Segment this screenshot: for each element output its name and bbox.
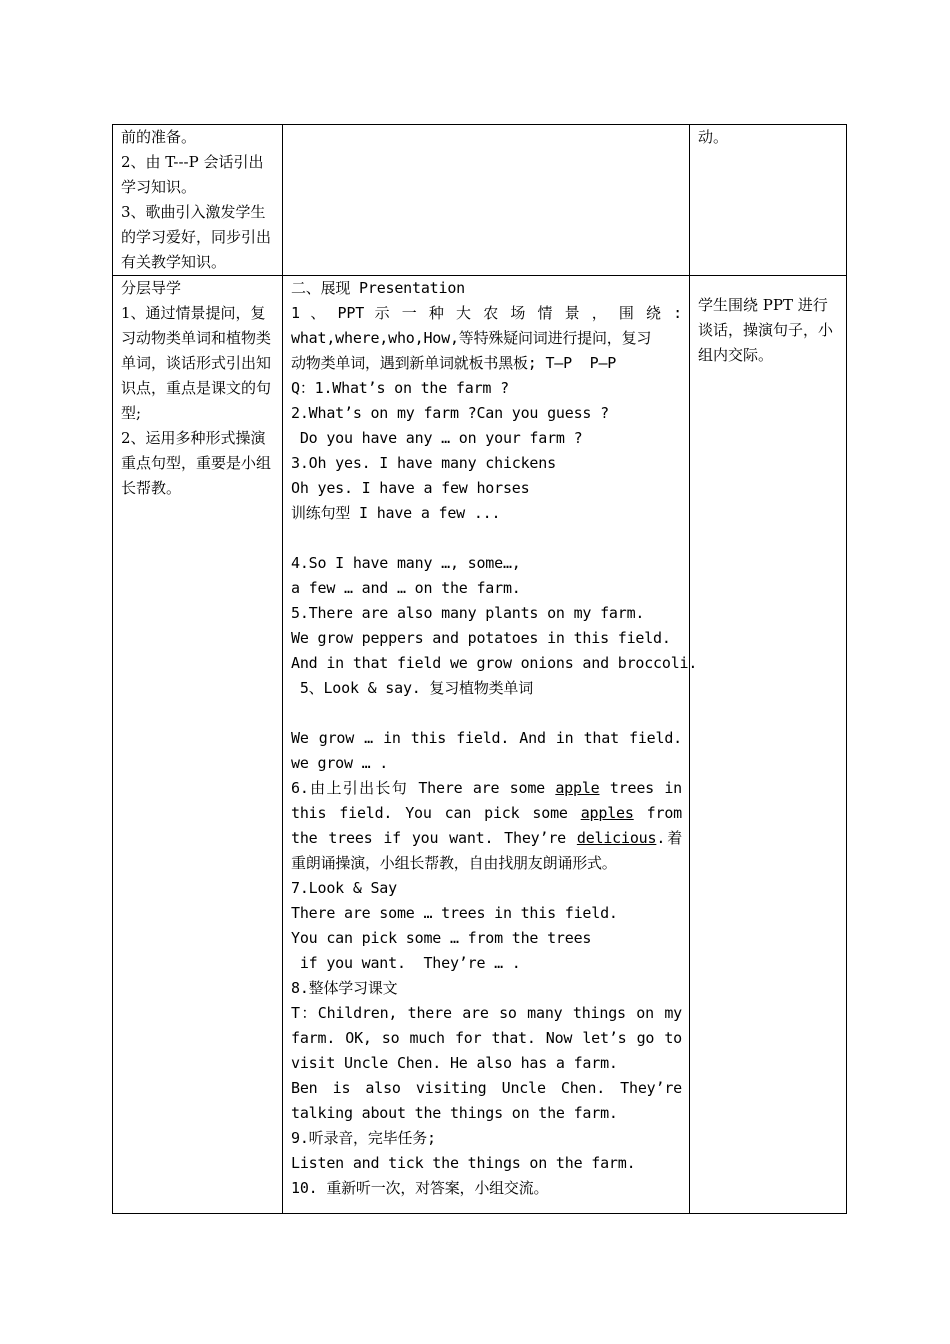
text-line: Listen and tick the things on the farm. [291,1154,636,1172]
text-line: what,where,who,How,等特殊疑问词进行提问，复习 [291,329,652,347]
underlined-word: delicious [576,829,657,847]
text-line: And in that field we grow onions and broccoli. [291,654,698,672]
text-line: 3、歌曲引入激发学生的学习爱好，同步引出有关教学知识。 [121,203,272,271]
text-line: We grow peppers and potatoes in this field. [291,629,671,647]
text-line: 训练句型 I have a few ... [291,504,501,522]
underlined-word: apples [580,804,634,822]
text-line: 10. 重新听一次，对答案，小组交流。 [291,1179,549,1197]
text-line: if you want. They’re … . [291,954,521,972]
process-cell [283,125,690,276]
blank-line [291,526,682,551]
text-line: 1、通过情景提问，复习动物类单词和植物类单词，谈话形式引出知识点，重点是课文的句型; [121,304,272,422]
section-heading: 二、展现 Presentation [291,279,466,297]
lesson-plan-table [112,124,847,1214]
blank-line [291,701,682,726]
paragraph: 6.由上引出长句 There are some apple trees in this field. You can pick some apples from the trees if you want. They’re delicious.着重朗诵操演，小组长帮教，自由找朋友朗诵形式。 [291,779,682,872]
underlined-word: apple [555,779,600,797]
text-line: 9.听录音，完毕任务; [291,1129,436,1147]
paragraph: T：Children, there are so many things on my farm. OK, so much for that. Now let’s go to visit Uncle Chen. He also has a farm. [291,1004,682,1072]
text-line: 1 、 PPT 示 一 种 大 农 场 情 景 ， 围 绕 : [291,304,682,322]
text-line: 4.So I have many …, some…, [291,554,521,572]
text-line: 7.Look & Say [291,879,397,897]
text-line: Oh yes. I have a few horses [291,479,530,497]
text-line: 2、运用多种形式操演重点句型，重要是小组长帮教。 [121,429,272,497]
table-row [113,125,847,276]
text-line: 动物类单词，遇到新单词就板书黑板; T—P P—P [291,354,617,372]
student-activity-cell: 动。 [690,125,847,276]
text-line: 2.What’s on my farm ?Can you guess ? [291,404,609,422]
text-line: We grow … in this field. And in that field. [291,729,682,747]
student-activity-cell [690,276,847,1214]
text-line: 8.整体学习课文 [291,979,398,997]
text-line: 5.There are also many plants on my farm. [291,604,645,622]
text-line: 2、由 T---P 会话引出学习知识。 [121,153,264,196]
text-line: Q：1.What’s on the farm ? [291,379,509,397]
text-line: There are some … trees in this field. [291,904,618,922]
process-cell [283,276,698,1214]
text-line: a few … and … on the farm. [291,579,521,597]
text-line: You can pick some … from the trees [291,929,592,947]
text-line: 学生围绕 PPT 进行谈话，操演句子，小组内交际。 [698,296,834,364]
text-line: Do you have any … on your farm ? [291,429,583,447]
goal-cell [113,125,283,276]
text-line: 5、Look & say. 复习植物类单词 [291,679,534,697]
text-line: 3.Oh yes. I have many chickens [291,454,556,472]
paragraph: Ben is also visiting Uncle Chen. They’re talking about the things on the farm. [291,1079,682,1122]
table-row [113,276,847,1214]
text-line: 前的准备。 [121,128,197,146]
section-title: 分层导学 [121,279,182,297]
goal-cell [113,276,283,1214]
text-line: we grow … . [291,754,389,772]
